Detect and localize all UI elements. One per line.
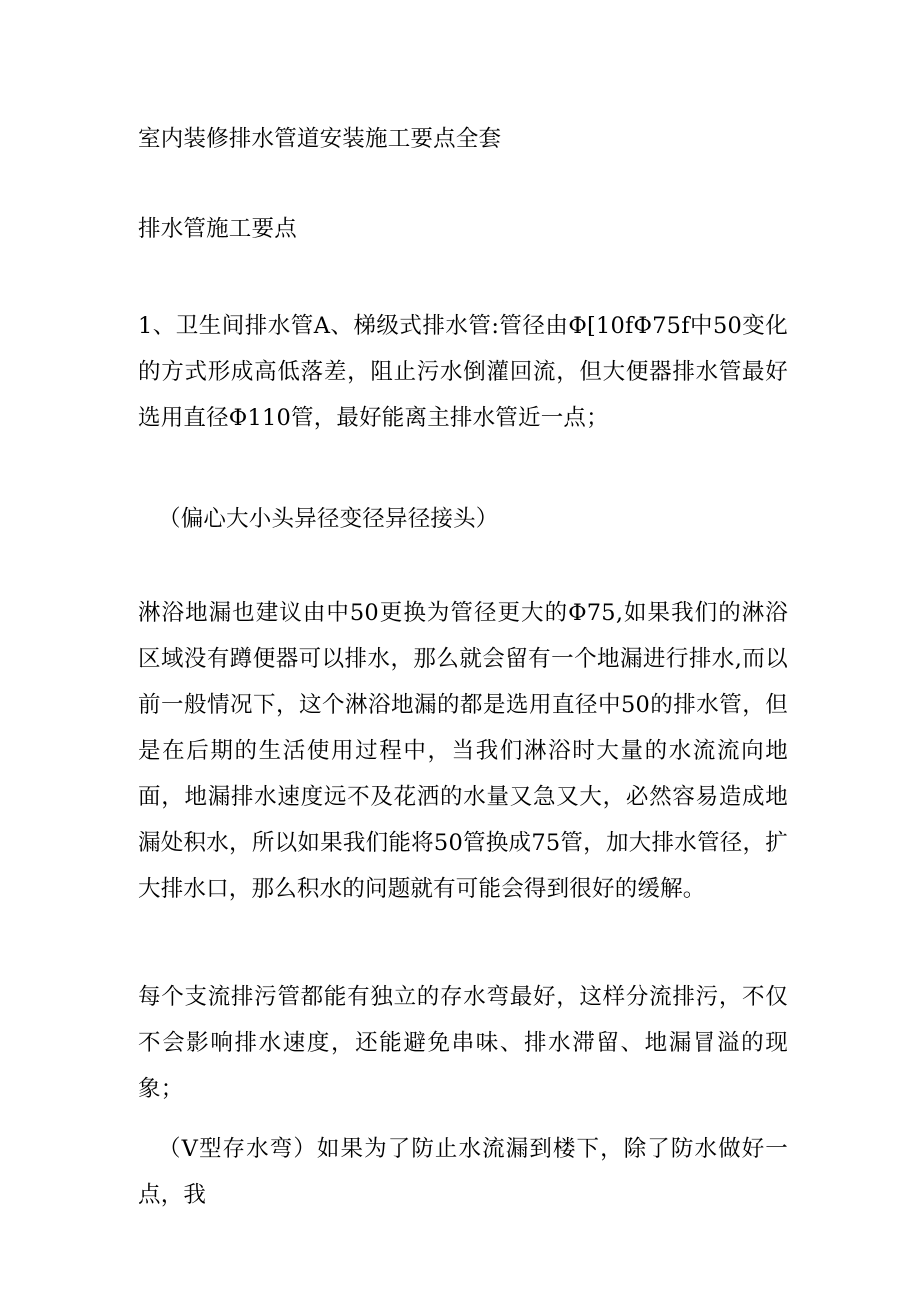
paragraph-toilet-drain: 1、卫生间排水管A、梯级式排水管:管径由Φ[10fΦ75f中50变化的方式形成高低落差，阻止污水倒灌回流，但大便器排水管最好选用直径Φ110管，最好能离主排水管近一点； bbox=[138, 313, 788, 431]
section-heading: 排水管施工要点 bbox=[138, 216, 297, 242]
paragraph-reducer-note: （偏心大小头异径变径异径接头） bbox=[158, 506, 499, 532]
paragraph-v-trap: （V型存水弯）如果为了防止水流漏到楼下，除了防水做好一点，我 bbox=[138, 1136, 788, 1208]
document-title: 室内装修排水管道安装施工要点全套 bbox=[138, 126, 502, 152]
paragraph-shower-drain: 淋浴地漏也建议由中50更换为管径更大的Φ75,如果我们的淋浴区域没有蹲便器可以排水，那么就会留有一个地漏进行排水,而以前一般情况下，这个淋浴地漏的都是选用直径中50的排水管，但是在后期的生活使用过程中，当我们淋浴时大量的水流流向地面，地漏排水速度远不及花洒的水量又急又大，必然容易造成地漏处积水，所以如果我们能将50管换成75管，加大排水管径，扩大排水口，那么积水的问题就有可能会得到很好的缓解。 bbox=[138, 600, 788, 902]
paragraph-trap: 每个支流排污管都能有独立的存水弯最好，这样分流排污，不仅不会影响排水速度，还能避免串味、排水滞留、地漏冒溢的现象； bbox=[138, 984, 788, 1102]
